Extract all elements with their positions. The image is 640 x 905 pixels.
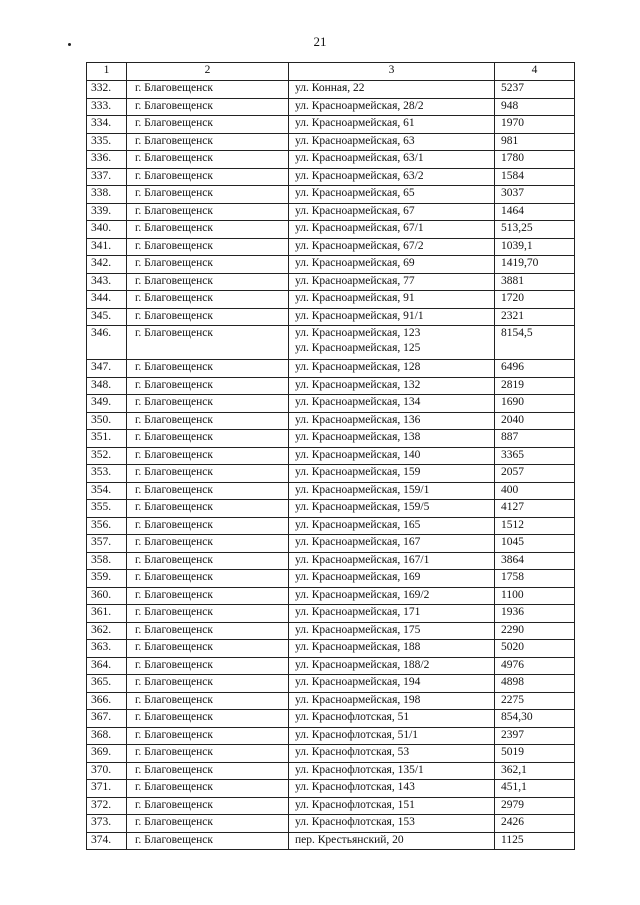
row-city: г. Благовещенск xyxy=(127,517,289,535)
row-city: г. Благовещенск xyxy=(127,552,289,570)
row-area: 2819 xyxy=(495,377,575,395)
table-row xyxy=(87,151,575,169)
row-city: г. Благовещенск xyxy=(127,605,289,623)
register-table xyxy=(86,62,575,850)
row-area: 1512 xyxy=(495,517,575,535)
row-city: г. Благовещенск xyxy=(127,412,289,430)
row-area: 2321 xyxy=(495,308,575,326)
row-area: 4127 xyxy=(495,500,575,518)
row-city: г. Благовещенск xyxy=(127,326,289,360)
row-city: г. Благовещенск xyxy=(127,640,289,658)
address-line: ул. Краснофлотская, 143 xyxy=(295,781,415,793)
row-address xyxy=(289,797,495,815)
address-line: ул. Красноармейская, 136 xyxy=(295,413,421,426)
table-row xyxy=(87,710,575,728)
row-number: 364. xyxy=(87,657,127,675)
row-area: 1720 xyxy=(495,291,575,309)
row-number: 332. xyxy=(87,81,127,99)
row-number: 361. xyxy=(87,605,127,623)
row-number: 353. xyxy=(87,465,127,483)
row-area: 981 xyxy=(495,133,575,151)
row-area: 2290 xyxy=(495,622,575,640)
table-row xyxy=(87,675,575,693)
row-address xyxy=(289,762,495,780)
row-number: 370. xyxy=(87,762,127,780)
row-number: 372. xyxy=(87,797,127,815)
row-address xyxy=(289,482,495,500)
row-city: г. Благовещенск xyxy=(127,256,289,274)
table-row xyxy=(87,517,575,535)
row-address xyxy=(289,430,495,448)
table-row xyxy=(87,727,575,745)
address-line: ул. Красноармейская, 132 xyxy=(295,378,421,391)
row-city: г. Благовещенск xyxy=(127,395,289,413)
table-row xyxy=(87,81,575,99)
address-line: ул. Красноармейская, 159/5 xyxy=(295,501,430,513)
row-city: г. Благовещенск xyxy=(127,762,289,780)
row-address xyxy=(289,587,495,605)
row-area: 2275 xyxy=(495,692,575,710)
row-address xyxy=(289,186,495,204)
address-line: ул. Красноармейская, 63/1 xyxy=(295,152,424,164)
row-address xyxy=(289,360,495,378)
row-city: г. Благовещенск xyxy=(127,221,289,239)
row-address xyxy=(289,692,495,710)
table-body xyxy=(87,81,575,850)
row-number: 367. xyxy=(87,710,127,728)
row-address xyxy=(289,675,495,693)
row-address xyxy=(289,81,495,99)
table-row xyxy=(87,500,575,518)
table-row xyxy=(87,745,575,763)
row-address xyxy=(289,238,495,256)
row-city: г. Благовещенск xyxy=(127,203,289,221)
address-line: ул. Красноармейская, 169/2 xyxy=(295,588,430,601)
address-line: ул. Красноармейская, 188/2 xyxy=(295,658,430,671)
row-city: г. Благовещенск xyxy=(127,291,289,309)
row-city: г. Благовещенск xyxy=(127,430,289,448)
row-city: г. Благовещенск xyxy=(127,692,289,710)
table-row xyxy=(87,447,575,465)
row-address xyxy=(289,168,495,186)
address-line: ул. Красноармейская, 194 xyxy=(295,676,421,688)
row-city: г. Благовещенск xyxy=(127,133,289,151)
row-number: 339. xyxy=(87,203,127,221)
row-area: 5019 xyxy=(495,745,575,763)
table-row xyxy=(87,622,575,640)
table-row xyxy=(87,692,575,710)
row-address xyxy=(289,465,495,483)
address-line: ул. Красноармейская, 171 xyxy=(295,606,421,618)
address-line: ул. Красноармейская, 169 xyxy=(295,571,421,583)
row-address xyxy=(289,291,495,309)
row-number: 358. xyxy=(87,552,127,570)
address-line: ул. Краснофлотская, 135/1 xyxy=(295,763,424,776)
table-row xyxy=(87,430,575,448)
row-number: 347. xyxy=(87,360,127,378)
row-address xyxy=(289,133,495,151)
table-row xyxy=(87,832,575,850)
header-col-2: 2 xyxy=(127,63,289,81)
address-line: ул. Краснофлотская, 153 xyxy=(295,816,415,828)
row-address xyxy=(289,326,495,360)
table-row xyxy=(87,360,575,378)
row-address xyxy=(289,727,495,745)
row-address xyxy=(289,447,495,465)
table-row xyxy=(87,570,575,588)
table-row xyxy=(87,377,575,395)
scan-mark xyxy=(68,43,71,46)
row-area: 2397 xyxy=(495,727,575,745)
table-row xyxy=(87,780,575,798)
row-address xyxy=(289,308,495,326)
table-row xyxy=(87,116,575,134)
row-area: 3365 xyxy=(495,447,575,465)
row-city: г. Благовещенск xyxy=(127,98,289,116)
table-row xyxy=(87,273,575,291)
row-number: 351. xyxy=(87,430,127,448)
address-line: ул. Краснофлотская, 53 xyxy=(295,746,410,758)
row-number: 360. xyxy=(87,587,127,605)
row-address xyxy=(289,377,495,395)
address-line: ул. Красноармейская, 175 xyxy=(295,623,421,636)
row-area: 400 xyxy=(495,482,575,500)
row-address xyxy=(289,710,495,728)
table-row xyxy=(87,395,575,413)
row-area: 2426 xyxy=(495,815,575,833)
table-header xyxy=(87,63,575,81)
row-city: г. Благовещенск xyxy=(127,377,289,395)
row-number: 348. xyxy=(87,377,127,395)
row-number: 356. xyxy=(87,517,127,535)
row-area: 1584 xyxy=(495,168,575,186)
row-address xyxy=(289,203,495,221)
header-col-4: 4 xyxy=(495,63,575,81)
address-line: ул. Красноармейская, 67/2 xyxy=(295,239,424,252)
row-area: 854,30 xyxy=(495,710,575,728)
address-line: ул. Красноармейская, 134 xyxy=(295,396,421,408)
row-number: 365. xyxy=(87,675,127,693)
address-line: ул. Красноармейская, 165 xyxy=(295,518,421,531)
row-city: г. Благовещенск xyxy=(127,710,289,728)
address-line: ул. Красноармейская, 125 xyxy=(295,342,421,354)
row-city: г. Благовещенск xyxy=(127,168,289,186)
address-line: ул. Красноармейская, 188 xyxy=(295,641,421,653)
row-area: 2040 xyxy=(495,412,575,430)
row-city: г. Благовещенск xyxy=(127,186,289,204)
row-number: 374. xyxy=(87,832,127,850)
row-number: 373. xyxy=(87,815,127,833)
address-line: ул. Красноармейская, 167 xyxy=(295,536,421,548)
row-number: 335. xyxy=(87,133,127,151)
row-city: г. Благовещенск xyxy=(127,815,289,833)
row-area: 6496 xyxy=(495,360,575,378)
row-area: 3881 xyxy=(495,273,575,291)
address-line: ул. Краснофлотская, 51 xyxy=(295,711,410,723)
address-line: ул. Красноармейская, 63 xyxy=(295,134,415,147)
row-area: 1464 xyxy=(495,203,575,221)
address-line: ул. Красноармейская, 63/2 xyxy=(295,169,424,182)
row-area: 5020 xyxy=(495,640,575,658)
row-number: 350. xyxy=(87,412,127,430)
row-area: 1419,70 xyxy=(495,256,575,274)
row-area: 2057 xyxy=(495,465,575,483)
row-number: 362. xyxy=(87,622,127,640)
table-row xyxy=(87,815,575,833)
row-number: 366. xyxy=(87,692,127,710)
row-address xyxy=(289,605,495,623)
row-city: г. Благовещенск xyxy=(127,745,289,763)
row-number: 346. xyxy=(87,326,127,360)
row-number: 342. xyxy=(87,256,127,274)
row-city: г. Благовещенск xyxy=(127,832,289,850)
row-number: 337. xyxy=(87,168,127,186)
row-address xyxy=(289,151,495,169)
row-city: г. Благовещенск xyxy=(127,151,289,169)
row-address xyxy=(289,657,495,675)
row-number: 336. xyxy=(87,151,127,169)
row-area: 3037 xyxy=(495,186,575,204)
row-address xyxy=(289,832,495,850)
row-address xyxy=(289,815,495,833)
row-area: 1045 xyxy=(495,535,575,553)
row-area: 513,25 xyxy=(495,221,575,239)
row-city: г. Благовещенск xyxy=(127,797,289,815)
address-line: ул. Красноармейская, 65 xyxy=(295,187,415,199)
row-city: г. Благовещенск xyxy=(127,535,289,553)
row-area: 2979 xyxy=(495,797,575,815)
row-city: г. Благовещенск xyxy=(127,81,289,99)
row-number: 338. xyxy=(87,186,127,204)
address-line: ул. Красноармейская, 91/1 xyxy=(295,309,424,322)
row-city: г. Благовещенск xyxy=(127,675,289,693)
row-address xyxy=(289,412,495,430)
row-address xyxy=(289,395,495,413)
row-area: 4976 xyxy=(495,657,575,675)
row-number: 333. xyxy=(87,98,127,116)
table-row xyxy=(87,465,575,483)
row-area: 1039,1 xyxy=(495,238,575,256)
row-area: 1936 xyxy=(495,605,575,623)
table-row xyxy=(87,256,575,274)
address-line: ул. Красноармейская, 198 xyxy=(295,693,421,706)
table-row xyxy=(87,640,575,658)
header-col-3: 3 xyxy=(289,63,495,81)
row-area: 948 xyxy=(495,98,575,116)
row-city: г. Благовещенск xyxy=(127,500,289,518)
address-line: ул. Красноармейская, 159/1 xyxy=(295,483,430,496)
row-address xyxy=(289,780,495,798)
row-city: г. Благовещенск xyxy=(127,657,289,675)
row-city: г. Благовещенск xyxy=(127,780,289,798)
address-line: ул. Красноармейская, 28/2 xyxy=(295,99,424,112)
row-city: г. Благовещенск xyxy=(127,727,289,745)
table-row xyxy=(87,168,575,186)
row-address xyxy=(289,116,495,134)
table-row xyxy=(87,203,575,221)
table-row xyxy=(87,762,575,780)
row-city: г. Благовещенск xyxy=(127,622,289,640)
row-number: 352. xyxy=(87,447,127,465)
table-row xyxy=(87,308,575,326)
address-line: пер. Крестьянский, 20 xyxy=(295,833,404,846)
row-area: 1970 xyxy=(495,116,575,134)
row-number: 345. xyxy=(87,308,127,326)
row-address xyxy=(289,500,495,518)
table-row xyxy=(87,587,575,605)
table-row xyxy=(87,238,575,256)
address-line: ул. Красноармейская, 138 xyxy=(295,431,421,443)
row-area: 1125 xyxy=(495,832,575,850)
row-city: г. Благовещенск xyxy=(127,116,289,134)
row-city: г. Благовещенск xyxy=(127,587,289,605)
address-line: ул. Красноармейская, 61 xyxy=(295,117,415,129)
table-row xyxy=(87,482,575,500)
table-row xyxy=(87,535,575,553)
row-address xyxy=(289,570,495,588)
table-row xyxy=(87,605,575,623)
row-number: 363. xyxy=(87,640,127,658)
address-line: ул. Красноармейская, 91 xyxy=(295,292,415,304)
address-line: ул. Красноармейская, 67 xyxy=(295,204,415,217)
row-number: 369. xyxy=(87,745,127,763)
address-line: ул. Красноармейская, 128 xyxy=(295,361,421,373)
table-row xyxy=(87,133,575,151)
row-city: г. Благовещенск xyxy=(127,360,289,378)
table-row xyxy=(87,291,575,309)
row-area: 1758 xyxy=(495,570,575,588)
address-line: ул. Красноармейская, 140 xyxy=(295,448,421,461)
row-area: 8154,5 xyxy=(495,326,575,360)
row-city: г. Благовещенск xyxy=(127,447,289,465)
table-row xyxy=(87,657,575,675)
row-city: г. Благовещенск xyxy=(127,465,289,483)
row-area: 1100 xyxy=(495,587,575,605)
row-area: 362,1 xyxy=(495,762,575,780)
row-address xyxy=(289,256,495,274)
address-line: ул. Конная, 22 xyxy=(295,82,365,94)
table-row xyxy=(87,326,575,360)
row-address xyxy=(289,221,495,239)
row-number: 341. xyxy=(87,238,127,256)
row-address xyxy=(289,622,495,640)
row-number: 355. xyxy=(87,500,127,518)
table-row xyxy=(87,186,575,204)
address-line: ул. Красноармейская, 69 xyxy=(295,257,415,269)
table-row xyxy=(87,98,575,116)
row-city: г. Благовещенск xyxy=(127,238,289,256)
row-city: г. Благовещенск xyxy=(127,308,289,326)
row-address xyxy=(289,552,495,570)
header-row xyxy=(87,63,575,81)
row-number: 354. xyxy=(87,482,127,500)
table-row xyxy=(87,221,575,239)
row-city: г. Благовещенск xyxy=(127,570,289,588)
row-address xyxy=(289,535,495,553)
address-line: ул. Красноармейская, 67/1 xyxy=(295,222,424,234)
header-col-1: 1 xyxy=(87,63,127,81)
address-line: ул. Краснофлотская, 51/1 xyxy=(295,728,419,741)
row-area: 451,1 xyxy=(495,780,575,798)
row-address xyxy=(289,640,495,658)
address-line: ул. Красноармейская, 77 xyxy=(295,274,415,287)
row-city: г. Благовещенск xyxy=(127,273,289,291)
table-row xyxy=(87,797,575,815)
page-number: 21 xyxy=(313,34,327,49)
row-number: 344. xyxy=(87,291,127,309)
address-line: ул. Красноармейская, 123 xyxy=(295,327,421,339)
address-line: ул. Краснофлотская, 151 xyxy=(295,798,415,811)
row-number: 349. xyxy=(87,395,127,413)
row-area: 887 xyxy=(495,430,575,448)
row-area: 1690 xyxy=(495,395,575,413)
row-area: 4898 xyxy=(495,675,575,693)
row-number: 343. xyxy=(87,273,127,291)
table-row xyxy=(87,412,575,430)
row-number: 359. xyxy=(87,570,127,588)
row-address xyxy=(289,745,495,763)
row-number: 340. xyxy=(87,221,127,239)
row-address xyxy=(289,517,495,535)
row-number: 357. xyxy=(87,535,127,553)
row-area: 5237 xyxy=(495,81,575,99)
row-number: 371. xyxy=(87,780,127,798)
row-area: 1780 xyxy=(495,151,575,169)
row-city: г. Благовещенск xyxy=(127,482,289,500)
row-address xyxy=(289,98,495,116)
row-number: 334. xyxy=(87,116,127,134)
table-row xyxy=(87,552,575,570)
row-number: 368. xyxy=(87,727,127,745)
address-line: ул. Красноармейская, 167/1 xyxy=(295,553,430,566)
row-address xyxy=(289,273,495,291)
row-area: 3864 xyxy=(495,552,575,570)
address-line: ул. Красноармейская, 159 xyxy=(295,466,421,478)
